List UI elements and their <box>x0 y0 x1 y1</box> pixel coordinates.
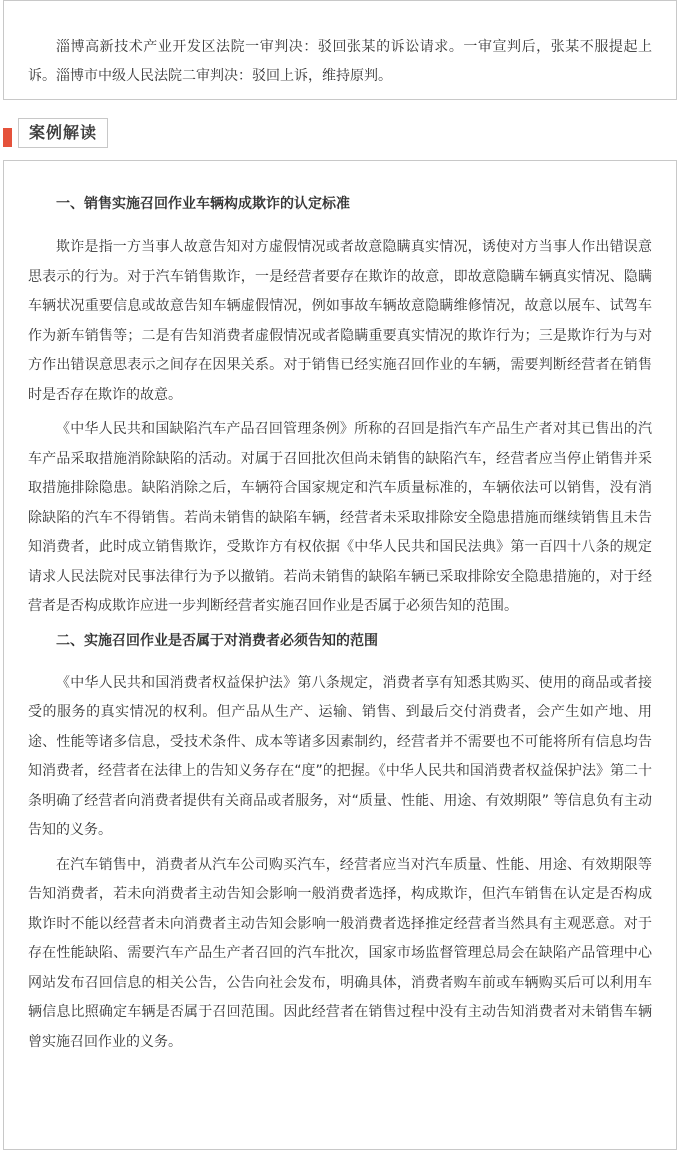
section-title: 案例解读 <box>18 118 108 148</box>
paragraph-4: 在汽车销售中，消费者从汽车公司购买汽车，经营者应当对汽车质量、性能、用途、有效期限等告知消费者，若未向消费者主动告知会影响一般消费者选择，构成欺诈，但汽车销售在认定是否构成欺诈时不能以经营者未向消费者主动告知会影响一般消费者选择推定经营者当然具有主观恶意。对于存在性能缺陷、需要汽车产品生产者召回的汽车批次，国家市场监督管理总局会在缺陷产品管理中心网站发布召回信息的相关公告，公告向社会发布，明确具体，消费者购车前或车辆购买后可以利用车辆信息比照确定车辆是否属于召回范围。因此经营者在销售过程中没有主动告知消费者对未销售车辆曾实施召回作业的义务。 <box>28 856 652 1050</box>
paragraph-1: 欺诈是指一方当事人故意告知对方虚假情况或者故意隐瞒真实情况，诱使对方当事人作出错误意思表示的行为。对于汽车销售欺诈，一是经营者要存在欺诈的故意，即故意隐瞒车辆真实情况、隐瞒车辆状况重要信息或故意告知车辆虚假情况，例如事故车辆故意隐瞒维修情况，故意以展车、试驾车作为新车销售等；二是有告知消费者虚假情况或者隐瞒重要真实情况的欺诈行为；三是欺诈行为与对方作出错误意思表示之间存在因果关系。对于销售已经实施召回作业的车辆，需要判断经营者在销售时是否存在欺诈的故意。 <box>28 239 652 403</box>
heading-1: 一、销售实施召回作业车辆构成欺诈的认定标准 <box>56 196 350 212</box>
paragraph-3: 《中华人民共和国消费者权益保护法》第八条规定，消费者享有知悉其购买、使用的商品或者接受的服务的真实情况的权利。但产品从生产、运输、销售、到最后交付消费者，会产生如产地、用途、性能等诸多信息，受技术条件、成本等诸多因素制约，经营者并不需要也不可能将所有信息均告知消费者，经营者在法律上的告知义务存在“度”的把握。《中华人民共和国消费者权益保护法》第二十条明确了经营者向消费者提供有关商品或者服务，对“质量、性能、用途、有效期限” 等信息负有主动告知的义务。 <box>28 674 652 838</box>
judgment-summary-text: 淄博高新技术产业开发区法院一审判决：驳回张某的诉讼请求。一审宣判后，张某不服提起上诉。淄博市中级人民法院二审判决：驳回上诉，维持原判。 <box>28 39 652 84</box>
section-accent-bar <box>3 128 12 147</box>
case-analysis-box <box>3 160 677 1150</box>
paragraph-2: 《中华人民共和国缺陷汽车产品召回管理条例》所称的召回是指汽车产品生产者对其已售出的汽车产品采取措施消除缺陷的活动。对属于召回批次但尚未销售的缺陷汽车，经营者应当停止销售并采取措施排除隐患。缺陷消除之后，车辆符合国家规定和汽车质量标准的，车辆依法可以销售，没有消除缺陷的汽车不得销售。若尚未销售的缺陷车辆，经营者未采取排除安全隐患措施而继续销售且未告知消费者，此时成立销售欺诈，受欺诈方有权依据《中华人民共和国民法典》第一百四十八条的规定请求人民法院对民事法律行为予以撤销。若尚未销售的缺陷车辆已采取排除安全隐患措施的，对于经营者是否构成欺诈应进一步判断经营者实施召回作业是否属于必须告知的范围。 <box>28 421 652 614</box>
judgment-summary-box <box>3 0 677 100</box>
heading-2: 二、实施召回作业是否属于对消费者必须告知的范围 <box>56 632 378 649</box>
